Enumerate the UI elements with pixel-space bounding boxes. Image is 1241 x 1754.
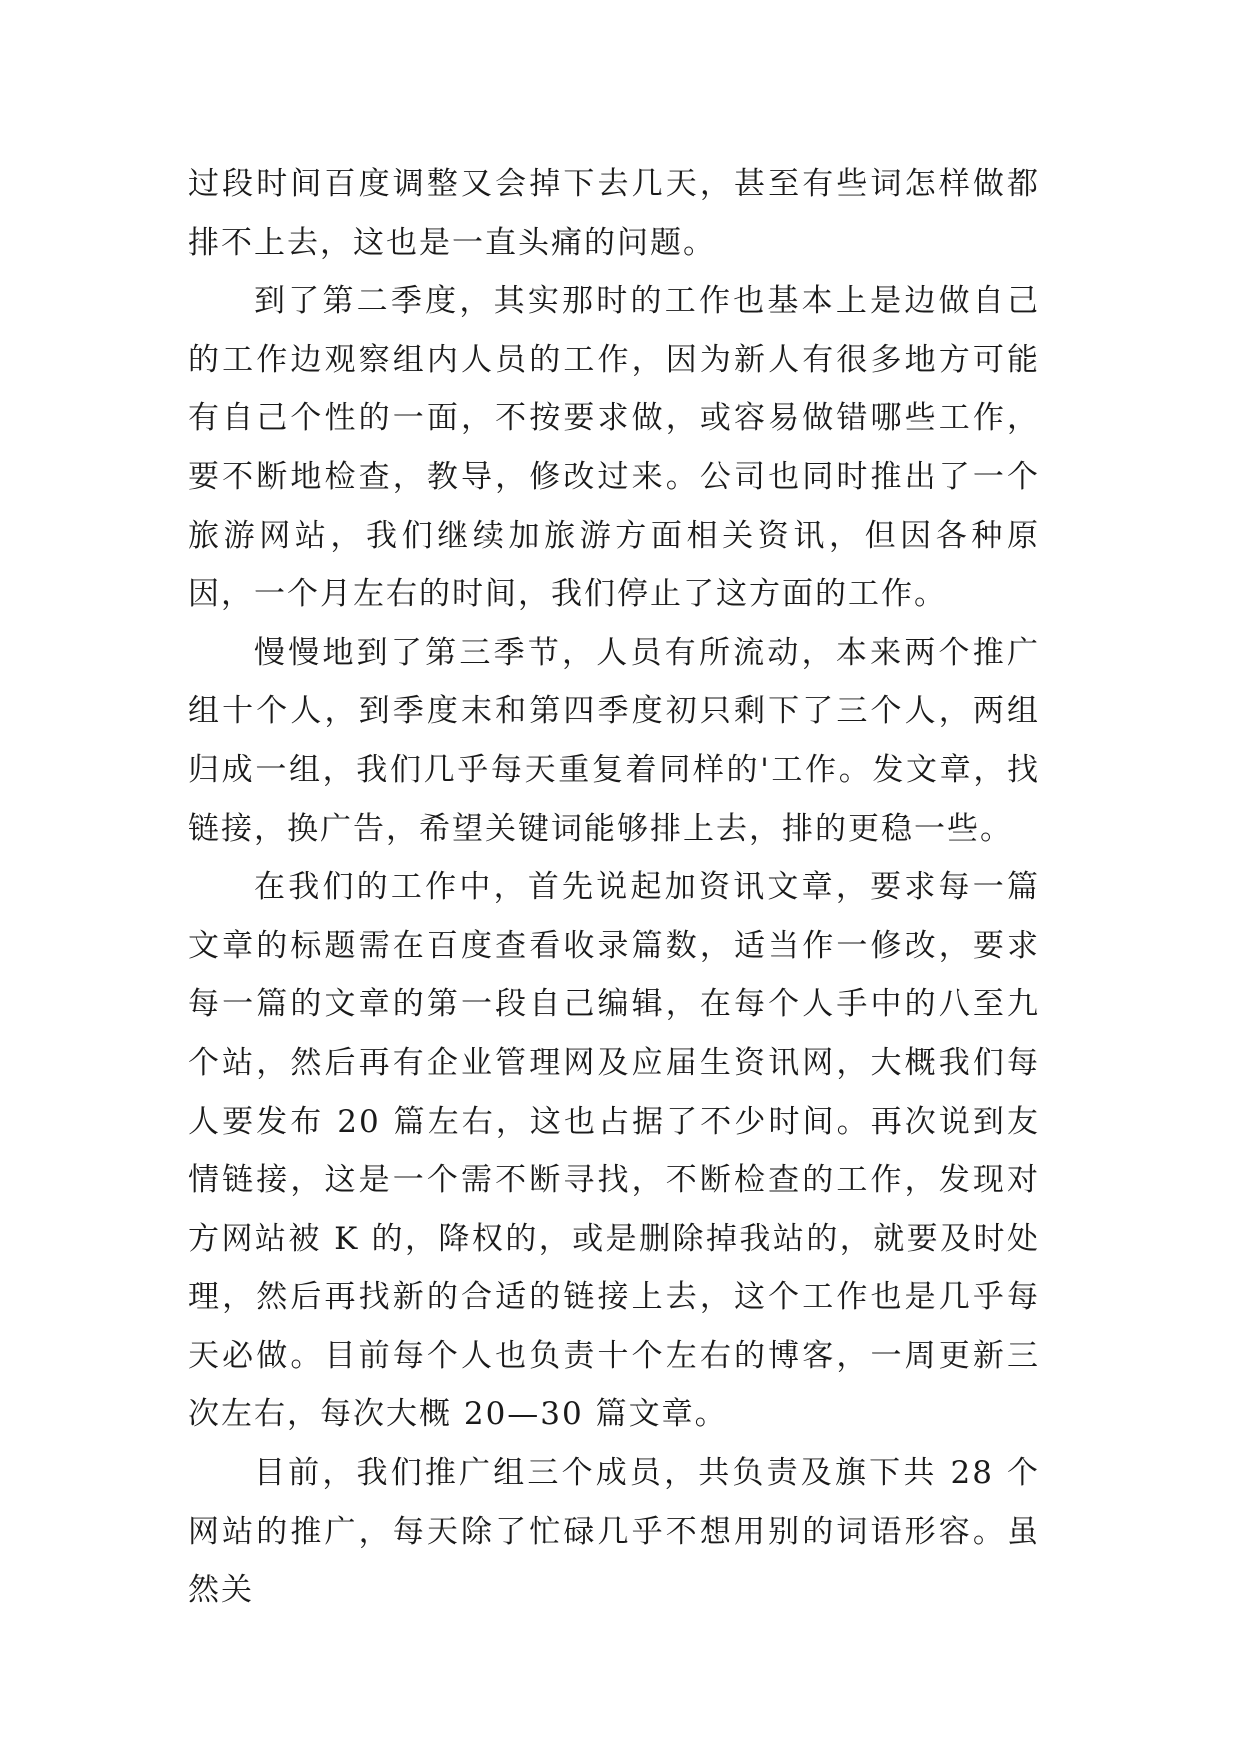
paragraph-3: 慢慢地到了第三季节，人员有所流动，本来两个推广组十个人，到季度末和第四季度初只剩下了三个人，两组归成一组，我们几乎每天重复着同样的'工作。发文章，找链接，换广告，希望关键词能够排上去，排的更稳一些。 — [188, 634, 1040, 847]
paragraph-4: 在我们的工作中，首先说起加资讯文章，要求每一篇文章的标题需在百度查看收录篇数，适当作一修改，要求每一篇的文章的第一段自己编辑，在每个人手中的八至九个站，然后再有企业管理网及应届生资讯网，大概我们每人要发布 20 篇左右，这也占据了不少时间。再次说到友情链接，这是一个需不断寻找，不断检查的工作，发现对方网站被 K 的，降权的，或是删除掉我站的，就要及时处理，然后再找新的合适的链接上去，这个工作也是几乎每天必做。目前每个人也负责十个左右的博客，一周更新三次左右，每次大概 20—30 篇文章。 — [188, 869, 1040, 1433]
paragraph-1: 过段时间百度调整又会掉下去几天，甚至有些词怎样做都排不上去，这也是一直头痛的问题。 — [188, 166, 1040, 261]
paragraph-5: 目前，我们推广组三个成员，共负责及旗下共 28 个网站的推广，每天除了忙碌几乎不想用别的词语形容。虽然关 — [188, 1455, 1040, 1609]
document-body — [188, 155, 1040, 1620]
paragraph-2: 到了第二季度，其实那时的工作也基本上是边做自己的工作边观察组内人员的工作，因为新人有很多地方可能有自己个性的一面，不按要求做，或容易做错哪些工作，要不断地检查，教导，修改过来。公司也同时推出了一个旅游网站，我们继续加旅游方面相关资讯，但因各种原因，一个月左右的时间，我们停止了这方面的工作。 — [188, 283, 1040, 613]
